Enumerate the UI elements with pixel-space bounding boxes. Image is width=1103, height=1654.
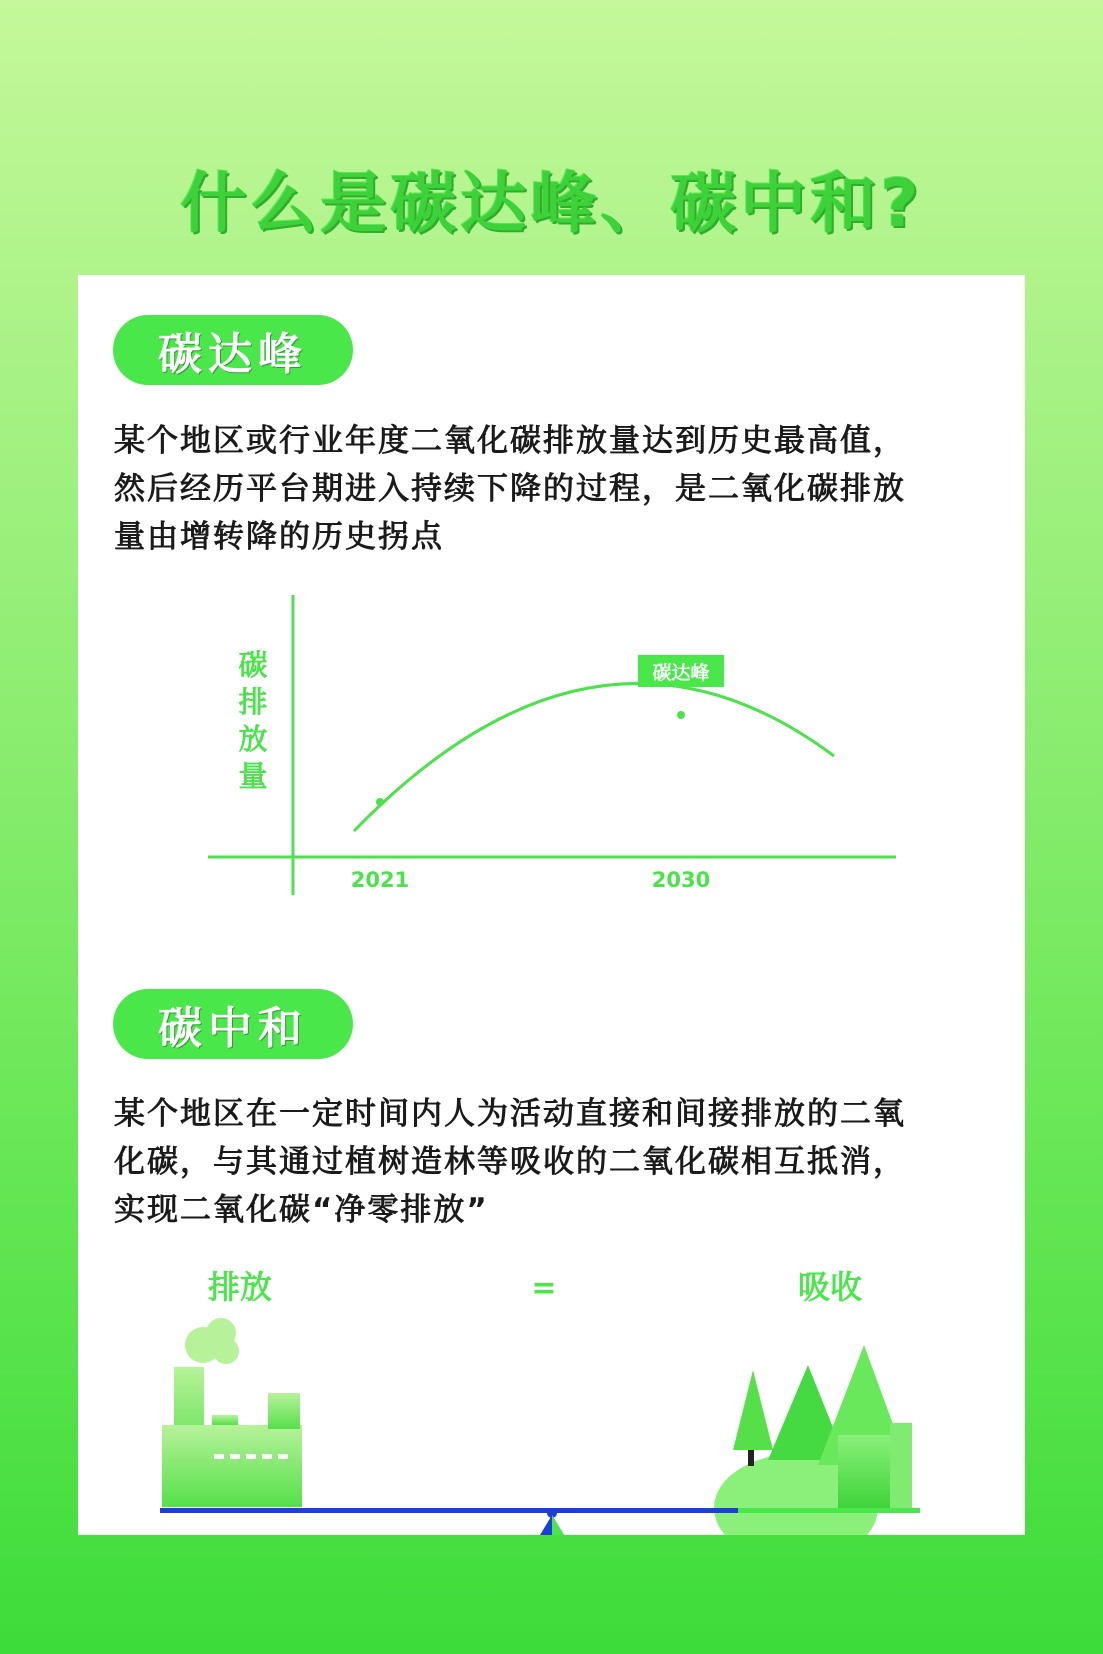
emission-label: 排放 — [207, 1268, 273, 1306]
page-title: 什么是碳达峰、碳中和? — [180, 165, 923, 242]
xtick-2030: 2030 — [651, 868, 711, 892]
equals-label: = — [531, 1271, 557, 1306]
section-heading-neutral: 碳中和 — [113, 989, 353, 1059]
section-heading-peak: 碳达峰 — [113, 315, 353, 385]
neutral-line-2: 化碳，与其通过植树造林等吸收的二氧化碳相互抵消， — [114, 1144, 906, 1180]
xtick-2021: 2021 — [350, 868, 410, 892]
balance-beam-right — [738, 1508, 920, 1513]
peak-line-1: 某个地区或行业年度二氧化碳排放量达到历史最高值， — [114, 423, 906, 459]
neutral-line-3: 实现二氧化碳“净零排放” — [114, 1192, 489, 1228]
absorption-label: 吸收 — [797, 1268, 863, 1306]
ylabel-char-4: 量 — [238, 759, 268, 793]
trees-icon — [714, 1345, 912, 1535]
peak-label: 碳达峰 — [652, 662, 710, 684]
peak-line-3: 量由增转降的历史拐点 — [114, 519, 444, 555]
ylabel-char-3: 放 — [238, 722, 268, 756]
ylabel-char-1: 碳 — [238, 648, 268, 682]
fulcrum-shade — [552, 1515, 564, 1535]
neutral-line-1: 某个地区在一定时间内人为活动直接和间接排放的二氧 — [114, 1096, 906, 1132]
peak-line-2: 然后经历平台期进入持续下降的过程，是二氧化碳排放 — [114, 471, 906, 507]
content-card — [78, 275, 1025, 1535]
ylabel-char-2: 排 — [238, 685, 268, 719]
factory-icon — [162, 1318, 302, 1507]
balance-illustration — [78, 275, 1025, 1535]
